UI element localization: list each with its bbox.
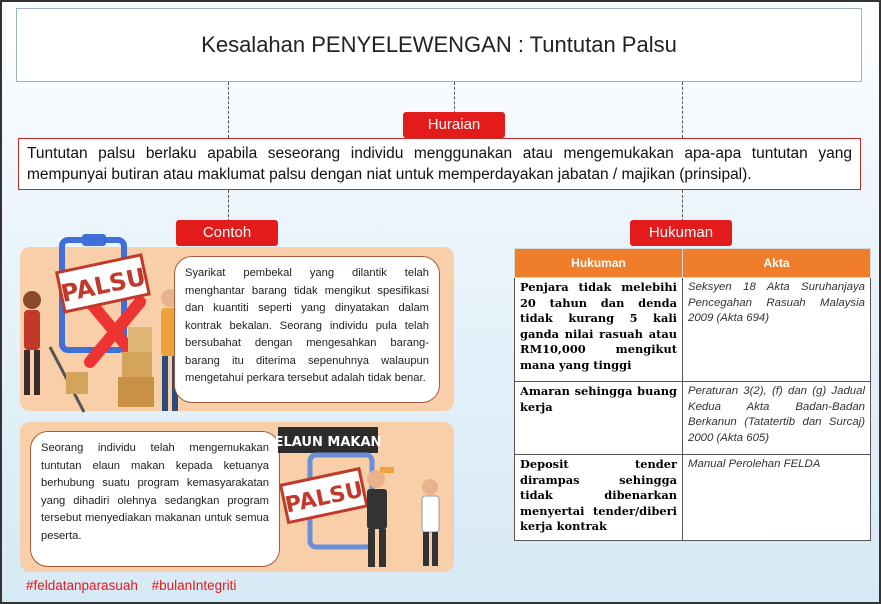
table-header-row	[515, 249, 871, 278]
table-row	[515, 382, 871, 455]
column-header-akta: Akta	[683, 249, 871, 278]
column-header-hukuman: Hukuman	[515, 249, 683, 278]
contoh-tag: Contoh	[176, 220, 278, 246]
elaun-makan-sign: ELAUN MAKAN	[274, 435, 382, 450]
table-row	[515, 278, 871, 382]
akta-cell: Peraturan 3(2), (f) dan (g) Jadual Kedua Akta Badan-Badan Berkanun (Tatatertib dan Surcaj) 2000 (Akta 605)	[683, 382, 871, 455]
connector-left	[228, 82, 229, 138]
hukuman-cell: Deposit tender dirampas sehingga tidak dibenarkan menyertai tender/diberi kerja kontrak	[515, 455, 683, 541]
connector-right	[682, 82, 683, 138]
example-1-text: Syarikat pembekal yang dilantik telah menghantar barang tidak mengikut spesifikasi dan kuantiti seperti yang dinyatakan dalam kontrak bekalan. Seorang individu pula telah bersubahat dengan mengesahkan barang-barang itu diterima sepenuhnya walaupun mengetahui perkara tersebut adalah tidak benar.	[174, 256, 440, 403]
connector-hukuman	[682, 190, 683, 222]
hukuman-tag: Hukuman	[630, 220, 732, 246]
akta-cell: Manual Perolehan FELDA	[683, 455, 871, 541]
hukuman-cell: Penjara tidak melebihi 20 tahun dan denda tidak kurang 5 kali ganda nilai rasuah atau RM10,000 mengikut mana yang tinggi	[515, 278, 683, 382]
hukuman-table	[514, 248, 871, 541]
meal-allowance-illustration	[272, 427, 454, 569]
supply-illustration	[12, 232, 182, 417]
table-row	[515, 455, 871, 541]
huraian-tag: Huraian	[403, 112, 505, 138]
connector-center	[454, 82, 455, 114]
connector-contoh	[228, 190, 229, 222]
example-2-text: Seorang individu telah mengemukakan tuntutan elaun makan kepada ketuanya berhubung suatu program kemasyarakatan yang dihadiri olehnya sedangkan program tersebut menyediakan makanan untuk semua peserta.	[30, 431, 280, 567]
huraian-description: Tuntutan palsu berlaku apabila seseorang individu menggunakan atau mengemukakan apa-apa tuntutan yang mempunyai butiran atau maklumat palsu dengan niat untuk memperdayakan jabatan / majikan (prinsipal).	[18, 138, 861, 190]
hashtags: #feldatanparasuah #bulanIntegriti	[26, 578, 237, 593]
title-box	[16, 8, 862, 82]
palsu-stamp-2: PALSU	[283, 477, 366, 519]
akta-cell: Seksyen 18 Akta Suruhanjaya Pencegahan Rasuah Malaysia 2009 (Akta 694)	[683, 278, 871, 382]
hukuman-cell: Amaran sehingga buang kerja	[515, 382, 683, 455]
palsu-stamp-1: PALSU	[58, 262, 149, 308]
page-title: Kesalahan PENYELEWENGAN : Tuntutan Palsu	[201, 32, 677, 57]
